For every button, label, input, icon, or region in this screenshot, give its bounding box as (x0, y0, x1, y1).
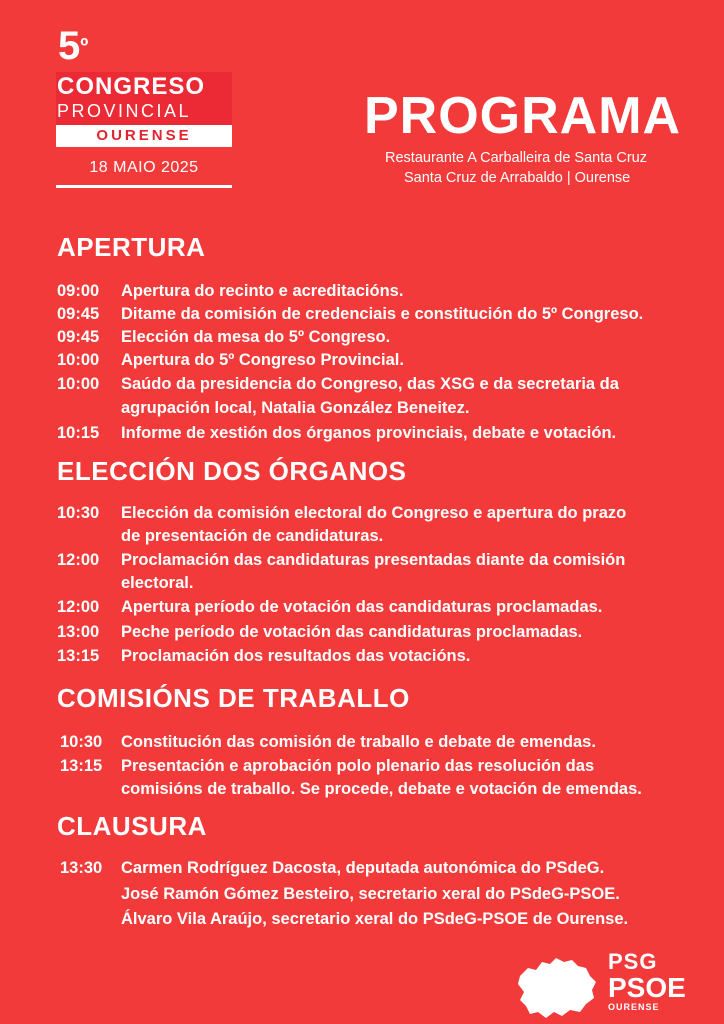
ourense-province-map-icon (516, 956, 598, 1020)
row-time: 09:45 (57, 328, 100, 346)
logo-line-ourense: OURENSE (56, 125, 232, 147)
row-time: 09:00 (57, 282, 100, 300)
row-text: Carmen Rodríguez Dacosta, deputada autonómica do PSdeG. (121, 859, 605, 877)
row-time: 13:15 (60, 757, 103, 775)
logo-ordinal: º (80, 33, 89, 58)
logo-number (58, 26, 232, 66)
psoe-text: PSOE (608, 972, 686, 1003)
row-time: 10:00 (57, 351, 100, 369)
row-time: 10:15 (57, 424, 100, 442)
section-title-apertura: APERTURA (57, 232, 206, 262)
row-time: 13:15 (57, 647, 100, 665)
logo-region-text: OURENSE (608, 1002, 660, 1012)
row-text: Saúdo da presidencia do Congreso, das XSG e da secretaria da (121, 375, 619, 393)
logo-number-digit: 5 (58, 24, 81, 68)
row-text: Presentación e aprobación polo plenario das resolución das (121, 757, 595, 775)
logo-box (56, 72, 232, 147)
section-title-eleccion: ELECCIÓN DOS ÓRGANOS (57, 456, 407, 486)
row-text: Informe de xestión dos órganos provinciais, debate e votación. (121, 424, 617, 442)
row-text: Constitución das comisión de traballo e debate de emendas. (121, 733, 596, 751)
logo-line-provincial: PROVINCIAL (57, 101, 192, 121)
venue-line-2: Santa Cruz de Arrabaldo | Ourense (404, 170, 631, 186)
row-time: 13:00 (57, 623, 100, 641)
row-text: comisións de traballo. Se procede, debate e votación de emendas. (121, 780, 642, 798)
row-text: Proclamación das candidaturas presentadas diante da comisión (121, 551, 626, 569)
row-time: 09:45 (57, 305, 100, 323)
row-time: 12:00 (57, 551, 100, 569)
section-title-comisions: COMISIÓNS DE TRABALLO (57, 683, 410, 713)
row-text: Apertura do recinto e acreditacións. (121, 282, 404, 300)
row-time: 13:30 (60, 859, 103, 877)
psg-text: PSG (608, 949, 658, 974)
page-title: PROGRAMA (364, 87, 682, 145)
logo-line-congreso: CONGRESO (57, 73, 206, 100)
row-time: 10:30 (57, 504, 100, 522)
psg-psoe-logo (608, 950, 688, 1012)
row-text: Ditame da comisión de credenciais e constitución do 5º Congreso. (121, 305, 644, 323)
row-text: Peche período de votación das candidaturas proclamadas. (121, 623, 583, 641)
row-text: Apertura do 5º Congreso Provincial. (121, 351, 404, 369)
congress-logo (56, 26, 232, 188)
row-text: Elección da mesa do 5º Congreso. (121, 328, 391, 346)
row-text: Proclamación dos resultados das votacións. (121, 647, 471, 665)
section-title-clausura: CLAUSURA (57, 811, 207, 841)
row-text: José Ramón Gómez Besteiro, secretario xeral do PSdeG-PSOE. (121, 885, 620, 903)
row-text: electoral. (121, 574, 194, 592)
row-text: de presentación de candidaturas. (121, 527, 384, 545)
row-text: Elección da comisión electoral do Congreso e apertura do prazo (121, 504, 627, 522)
row-text: Álvaro Vila Araújo, secretario xeral do PSdeG-PSOE de Ourense. (121, 910, 629, 928)
venue-line-1: Restaurante A Carballeira de Santa Cruz (385, 150, 647, 166)
row-time: 12:00 (57, 598, 100, 616)
row-text: Apertura período de votación das candidaturas proclamadas. (121, 598, 603, 616)
row-time: 10:00 (57, 375, 100, 393)
event-date: 18 MAIO 2025 (56, 159, 232, 188)
row-text: agrupación local, Natalia González Beneitez. (121, 399, 470, 417)
row-time: 10:30 (60, 733, 103, 751)
